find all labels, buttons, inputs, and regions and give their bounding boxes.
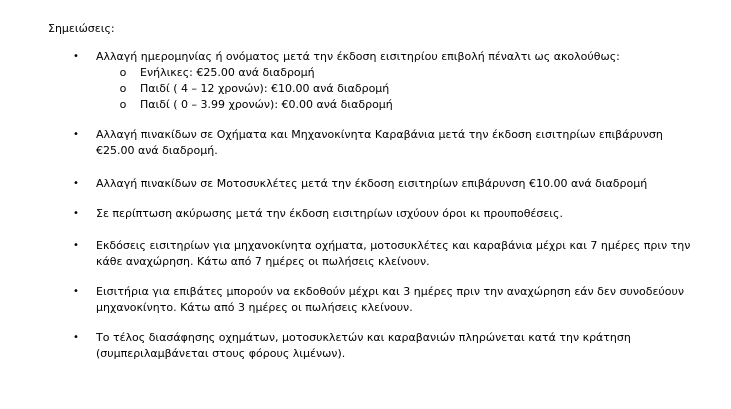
note-text: Αλλαγή ημερομηνίας ή ονόματος μετά την έκδοση εισιτηρίου επιβολή πέναλτι ως ακολούθως: — [96, 50, 620, 63]
bullet-icon: • — [73, 208, 79, 219]
subitem-child-4-12 — [119, 81, 390, 97]
note-item-vehicle-tickets — [73, 238, 696, 270]
bullet-icon: • — [73, 129, 79, 140]
note-item-clearance-fee — [73, 330, 696, 362]
circle-bullet-icon: o — [119, 66, 127, 79]
bullet-icon: • — [73, 178, 79, 189]
circle-bullet-icon: o — [119, 82, 127, 95]
bullet-icon: • — [73, 332, 79, 343]
subitem-child-0-3 — [119, 97, 393, 113]
bullet-icon: • — [73, 51, 79, 62]
note-text: Αλλαγή πινακίδων σε Οχήματα και Μηχανοκίνητα Καραβάνια μετά την έκδοση εισιτηρίων επιβάρυνση €25.00 ανά διαδρομή. — [96, 128, 663, 157]
subitem-text: Παιδί ( 4 – 12 χρονών): €10.00 ανά διαδρομή — [140, 82, 390, 95]
note-item-plates-vehicles — [73, 127, 696, 159]
notes-heading: Σημειώσεις: — [48, 22, 115, 35]
bullet-icon: • — [73, 240, 79, 251]
note-text: Το τέλος διασάφησης οχημάτων, μοτοσυκλετών και καραβανιών πληρώνεται κατά την κράτηση (συμπεριλαμβάνεται στους φόρους λιμένων). — [96, 331, 631, 360]
subitem-adults — [119, 65, 315, 81]
note-text: Εκδόσεις εισιτηρίων για μηχανοκίνητα οχήματα, μοτοσυκλέτες και καραβάνια μέχρι και 7 ημέρες πριν την κάθε αναχώρηση. Κάτω από 7 ημέρες οι πωλήσεις κλείνουν. — [96, 239, 691, 268]
note-text: Αλλαγή πινακίδων σε Μοτοσυκλέτες μετά την έκδοση εισιτηρίων επιβάρυνση €10.00 ανά διαδρομή — [96, 177, 648, 190]
note-item-passenger-tickets — [73, 284, 696, 316]
note-item-cancellation — [73, 206, 696, 222]
note-item-plates-motorcycles — [73, 176, 696, 192]
subitem-text: Παιδί ( 0 – 3.99 χρονών): €0.00 ανά διαδρομή — [140, 98, 393, 111]
circle-bullet-icon: o — [119, 98, 127, 111]
note-text: Σε περίπτωση ακύρωσης μετά την έκδοση εισιτηρίων ισχύουν όροι κι προυποθέσεις. — [96, 207, 563, 220]
note-item-date-name-change — [73, 49, 696, 65]
bullet-icon: • — [73, 286, 79, 297]
note-text: Εισιτήρια για επιβάτες μπορούν να εκδοθούν μέχρι και 3 ημέρες πριν την αναχώρηση εάν δεν συνοδεύουν μηχανοκίνητο. Κάτω από 3 ημέρες οι πωλήσεις κλείνουν. — [96, 285, 684, 314]
subitem-text: Ενήλικες: €25.00 ανά διαδρομή — [140, 66, 315, 79]
